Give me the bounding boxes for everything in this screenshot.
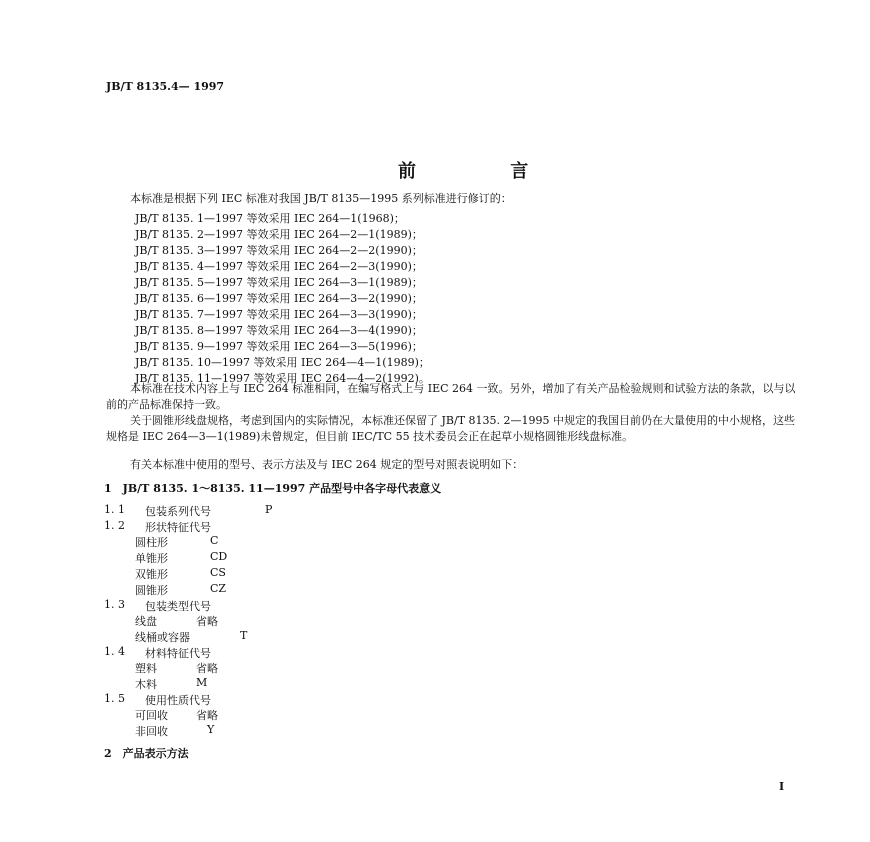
reference-line: JB/T 8135. 6—1997 等效采用 IEC 264—3—2(1990)； (135, 292, 423, 305)
material-code: 省略 (196, 662, 218, 675)
shape-code: CS (210, 566, 226, 579)
reference-line: JB/T 8135. 7—1997 等效采用 IEC 264—3—3(1990)； (135, 308, 423, 321)
subsection-1-1-label: 包装系列代号 (145, 505, 211, 518)
usage-code: 省略 (196, 709, 218, 722)
usage-name: 非回收 (135, 725, 168, 738)
material-code: M (196, 676, 208, 689)
subsection-1-2-label: 形状特征代号 (145, 521, 211, 534)
reference-line: JB/T 8135. 1—1997 等效采用 IEC 264—1(1968)； (135, 212, 405, 225)
subsection-1-3-label: 包装类型代号 (145, 600, 211, 613)
reference-line: JB/T 8135. 5—1997 等效采用 IEC 264—3—1(1989)； (135, 276, 423, 289)
subsection-1-5-number: 1. 5 (104, 692, 125, 705)
subsection-1-3-number: 1. 3 (104, 598, 125, 611)
shape-code: C (210, 534, 219, 547)
subsection-1-4-label: 材料特征代号 (145, 647, 211, 660)
package-type-code: T (240, 629, 248, 642)
reference-line: JB/T 8135. 4—1997 等效采用 IEC 264—2—3(1990)； (135, 260, 423, 273)
foreword-title: 前 言 (398, 161, 573, 182)
section-2-heading: 2 产品表示方法 (104, 747, 189, 760)
package-type-name: 线盘 (135, 615, 157, 628)
body-paragraph-2: 关于圆锥形线盘规格，考虑到国内的实际情况，本标准还保留了 JB/T 8135. 2—1995 中规定的我国目前仍在大量使用的中小规格，这些规格是 IEC 264—3—1(1989)未曾规定，但目前 IEC/TC 55 技术委员会正在起草小规格圆锥形线盘标准。 (106, 414, 796, 443)
shape-name: 双锥形 (135, 568, 168, 581)
shape-code: CZ (210, 582, 227, 595)
shape-code: CD (210, 550, 228, 563)
intro-paragraph: 本标准是根据下列 IEC 标准对我国 JB/T 8135—1995 系列标准进行修订的： (130, 192, 512, 205)
material-name: 塑料 (135, 662, 157, 675)
usage-name: 可回收 (135, 709, 168, 722)
package-type-name: 线桶或容器 (135, 631, 190, 644)
shape-name: 圆锥形 (135, 584, 168, 597)
section-1-heading: 1 JB/T 8135. 1～8135. 11—1997 产品型号中各字母代表意义 (104, 482, 442, 495)
reference-line: JB/T 8135. 8—1997 等效采用 IEC 264—3—4(1990)； (135, 324, 423, 337)
subsection-1-5-label: 使用性质代号 (145, 694, 211, 707)
body-paragraph-1: 本标准在技术内容上与 IEC 264 标准相同，在编写格式上与 IEC 264 一致。另外，增加了有关产品检验规则和试验方法的条款，以与以前的产品标准保持一致。 (106, 382, 796, 411)
reference-line: JB/T 8135. 9—1997 等效采用 IEC 264—3—5(1996)； (135, 340, 423, 353)
reference-line: JB/T 8135. 11—1997 等效采用 IEC 264—4—2(1992)。 (135, 372, 430, 385)
page-number: I (779, 780, 785, 793)
shape-name: 单锥形 (135, 552, 168, 565)
standard-code-header: JB/T 8135.4— 1997 (106, 80, 225, 93)
subsection-1-1-code: P (265, 503, 273, 516)
reference-line: JB/T 8135. 2—1997 等效采用 IEC 264—2—1(1989)； (135, 228, 423, 241)
subsection-1-1-number: 1. 1 (104, 503, 125, 516)
package-type-code: 省略 (196, 615, 218, 628)
subsection-1-2-number: 1. 2 (104, 519, 125, 532)
material-name: 木料 (135, 678, 157, 691)
shape-name: 圆柱形 (135, 536, 168, 549)
usage-code: Y (207, 723, 215, 736)
reference-line: JB/T 8135. 3—1997 等效采用 IEC 264—2—2(1990)； (135, 244, 423, 257)
subsection-1-4-number: 1. 4 (104, 645, 125, 658)
reference-line: JB/T 8135. 10—1997 等效采用 IEC 264—4—1(1989)； (135, 356, 430, 369)
body-paragraph-3: 有关本标准中使用的型号、表示方法及与 IEC 264 规定的型号对照表说明如下： (130, 458, 524, 471)
